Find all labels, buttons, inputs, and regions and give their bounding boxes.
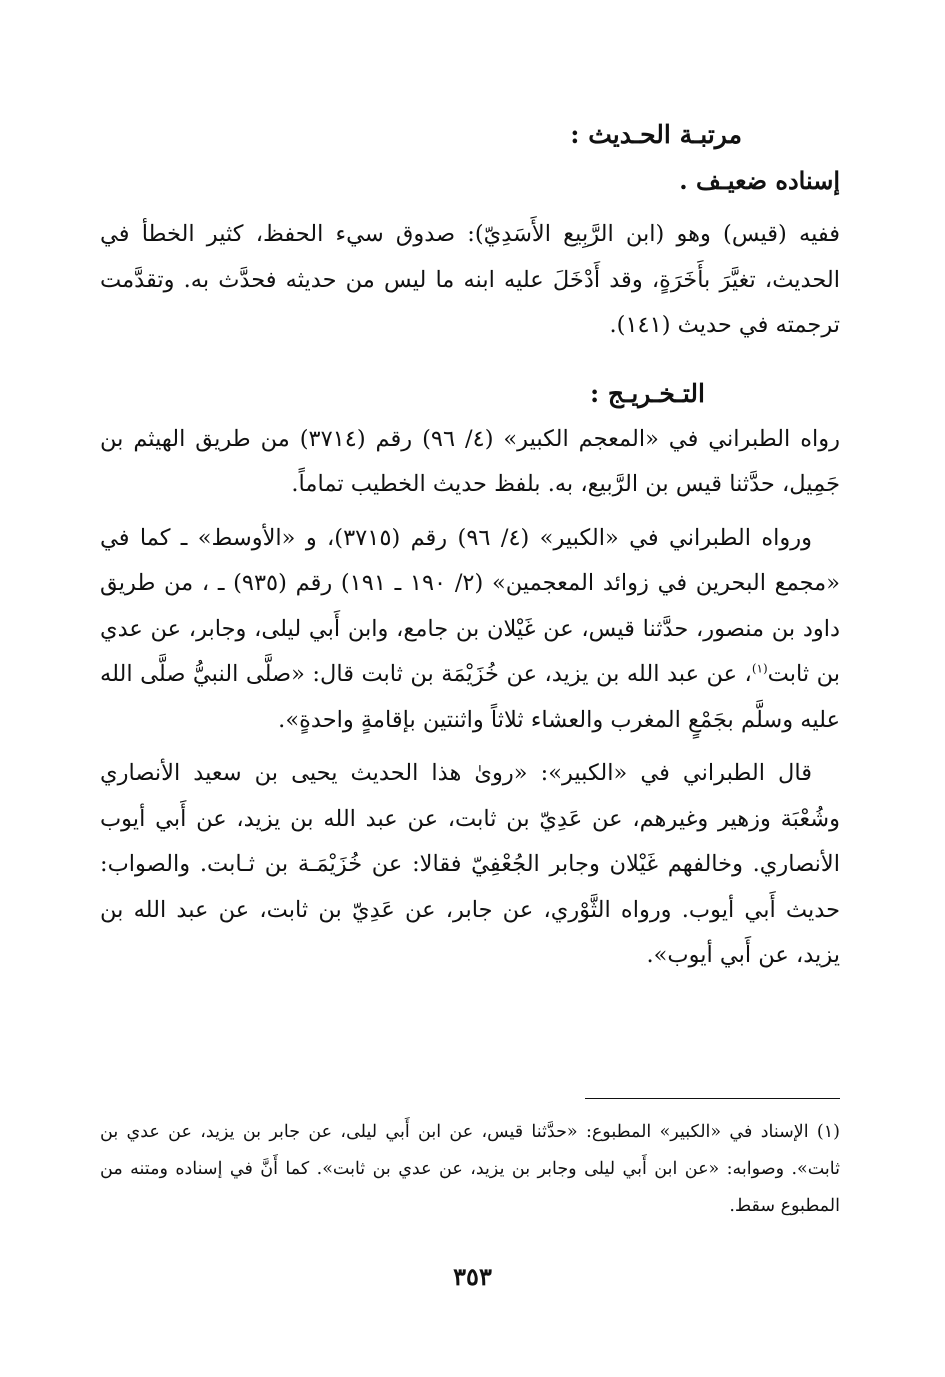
footnote-1: (١) الإسناد في «الكبير» المطبوع: «حدَّثنا قيس، عن ابن أَبي ليلى، عن جابر بن يزيد، عن عدي بن ثابت». وصوابه: «عن ابن أَبي ليلى وجابر بن يزيد، عن عدي بن ثابت». كما أَنَّ في إسناده ومتنه من المطبوع سقط. [100, 1122, 840, 1216]
paragraph-takhrij-2-part-a: ورواه الطبراني في «الكبير» (٤/ ٩٦) رقم (٣٧١٥)، و «الأوسط» ـ كما في «مجمع البحرين في زوائد المعجمين» (٢/ ١٩٠ ـ ١٩١) رقم (٩٣٥) ـ ، من طريق داود بن منصور، حدَّثنا قيس، عن غَيْلان بن جامع، وابن أَبي ليلى، وجابر، عن عدي بن ثابت [100, 524, 840, 687]
main-text [100, 112, 840, 987]
section-heading-status: مرتبـة الحـديث : [570, 120, 742, 149]
section-heading-takhrij: التـخـريـج : [589, 378, 705, 408]
page-number: ٣٥٣ [453, 1262, 492, 1291]
paragraph-takhrij-2 [100, 516, 840, 744]
status-text: إسناده ضعيـف . [679, 166, 840, 195]
paragraph-tabarani-comment: قال الطبراني في «الكبير»: «روىٰ هذا الحديث يحيى بن سعيد الأنصاري وشُعْبَة وزهير وغيرهم، عن عَدِيّ بن ثابت، عن عبد الله بن يزيد، عن أَبي أيوب الأنصاري. وخالفهم غَيْلان وجابر الجُعْفِيّ فقالا: عن خُزَيْمَـة بن ثـابت. والصواب: حديث أَبي أيوب. ورواه الثَّوْري، عن جابر، عن عَدِيّ بن ثابت، عن عبد الله بن يزيد، عن أَبي أيوب». [100, 760, 840, 968]
paragraph-takhrij-2-part-b: ، عن عبد الله بن يزيد، عن خُزَيْمَة بن ثابت قال: «صلَّى النبيُّ صلَّى الله عليه وسلَّم بجَمْعٍ المغرب والعشاء ثلاثاً واثنتين بإقامةٍ واحدةٍ». [100, 661, 840, 733]
footnote-reference[interactable]: (١) [751, 661, 768, 676]
paragraph-narrator: ففيه (قيس) وهو (ابن الرَّبِيع الأَسَدِيّ): صدوق سيء الحفظ، كثير الخطأ في الحديث، تغيَّرَ بأَخَرَةٍ، وقد أَدْخَلَ عليه ابنه ما ليس من حديثه فحدَّث به. وتقدَّمت ترجمته في حديث (١٤١). [100, 221, 840, 338]
footnote-divider [585, 1098, 840, 1099]
paragraph-takhrij-1: رواه الطبراني في «المعجم الكبير» (٤/ ٩٦) رقم (٣٧١٤) من طريق الهيثم بن جَمِيل، حدَّثنا قيس بن الرَّبيع، به. بلفظ حديث الخطيب تماماً. [100, 425, 841, 497]
